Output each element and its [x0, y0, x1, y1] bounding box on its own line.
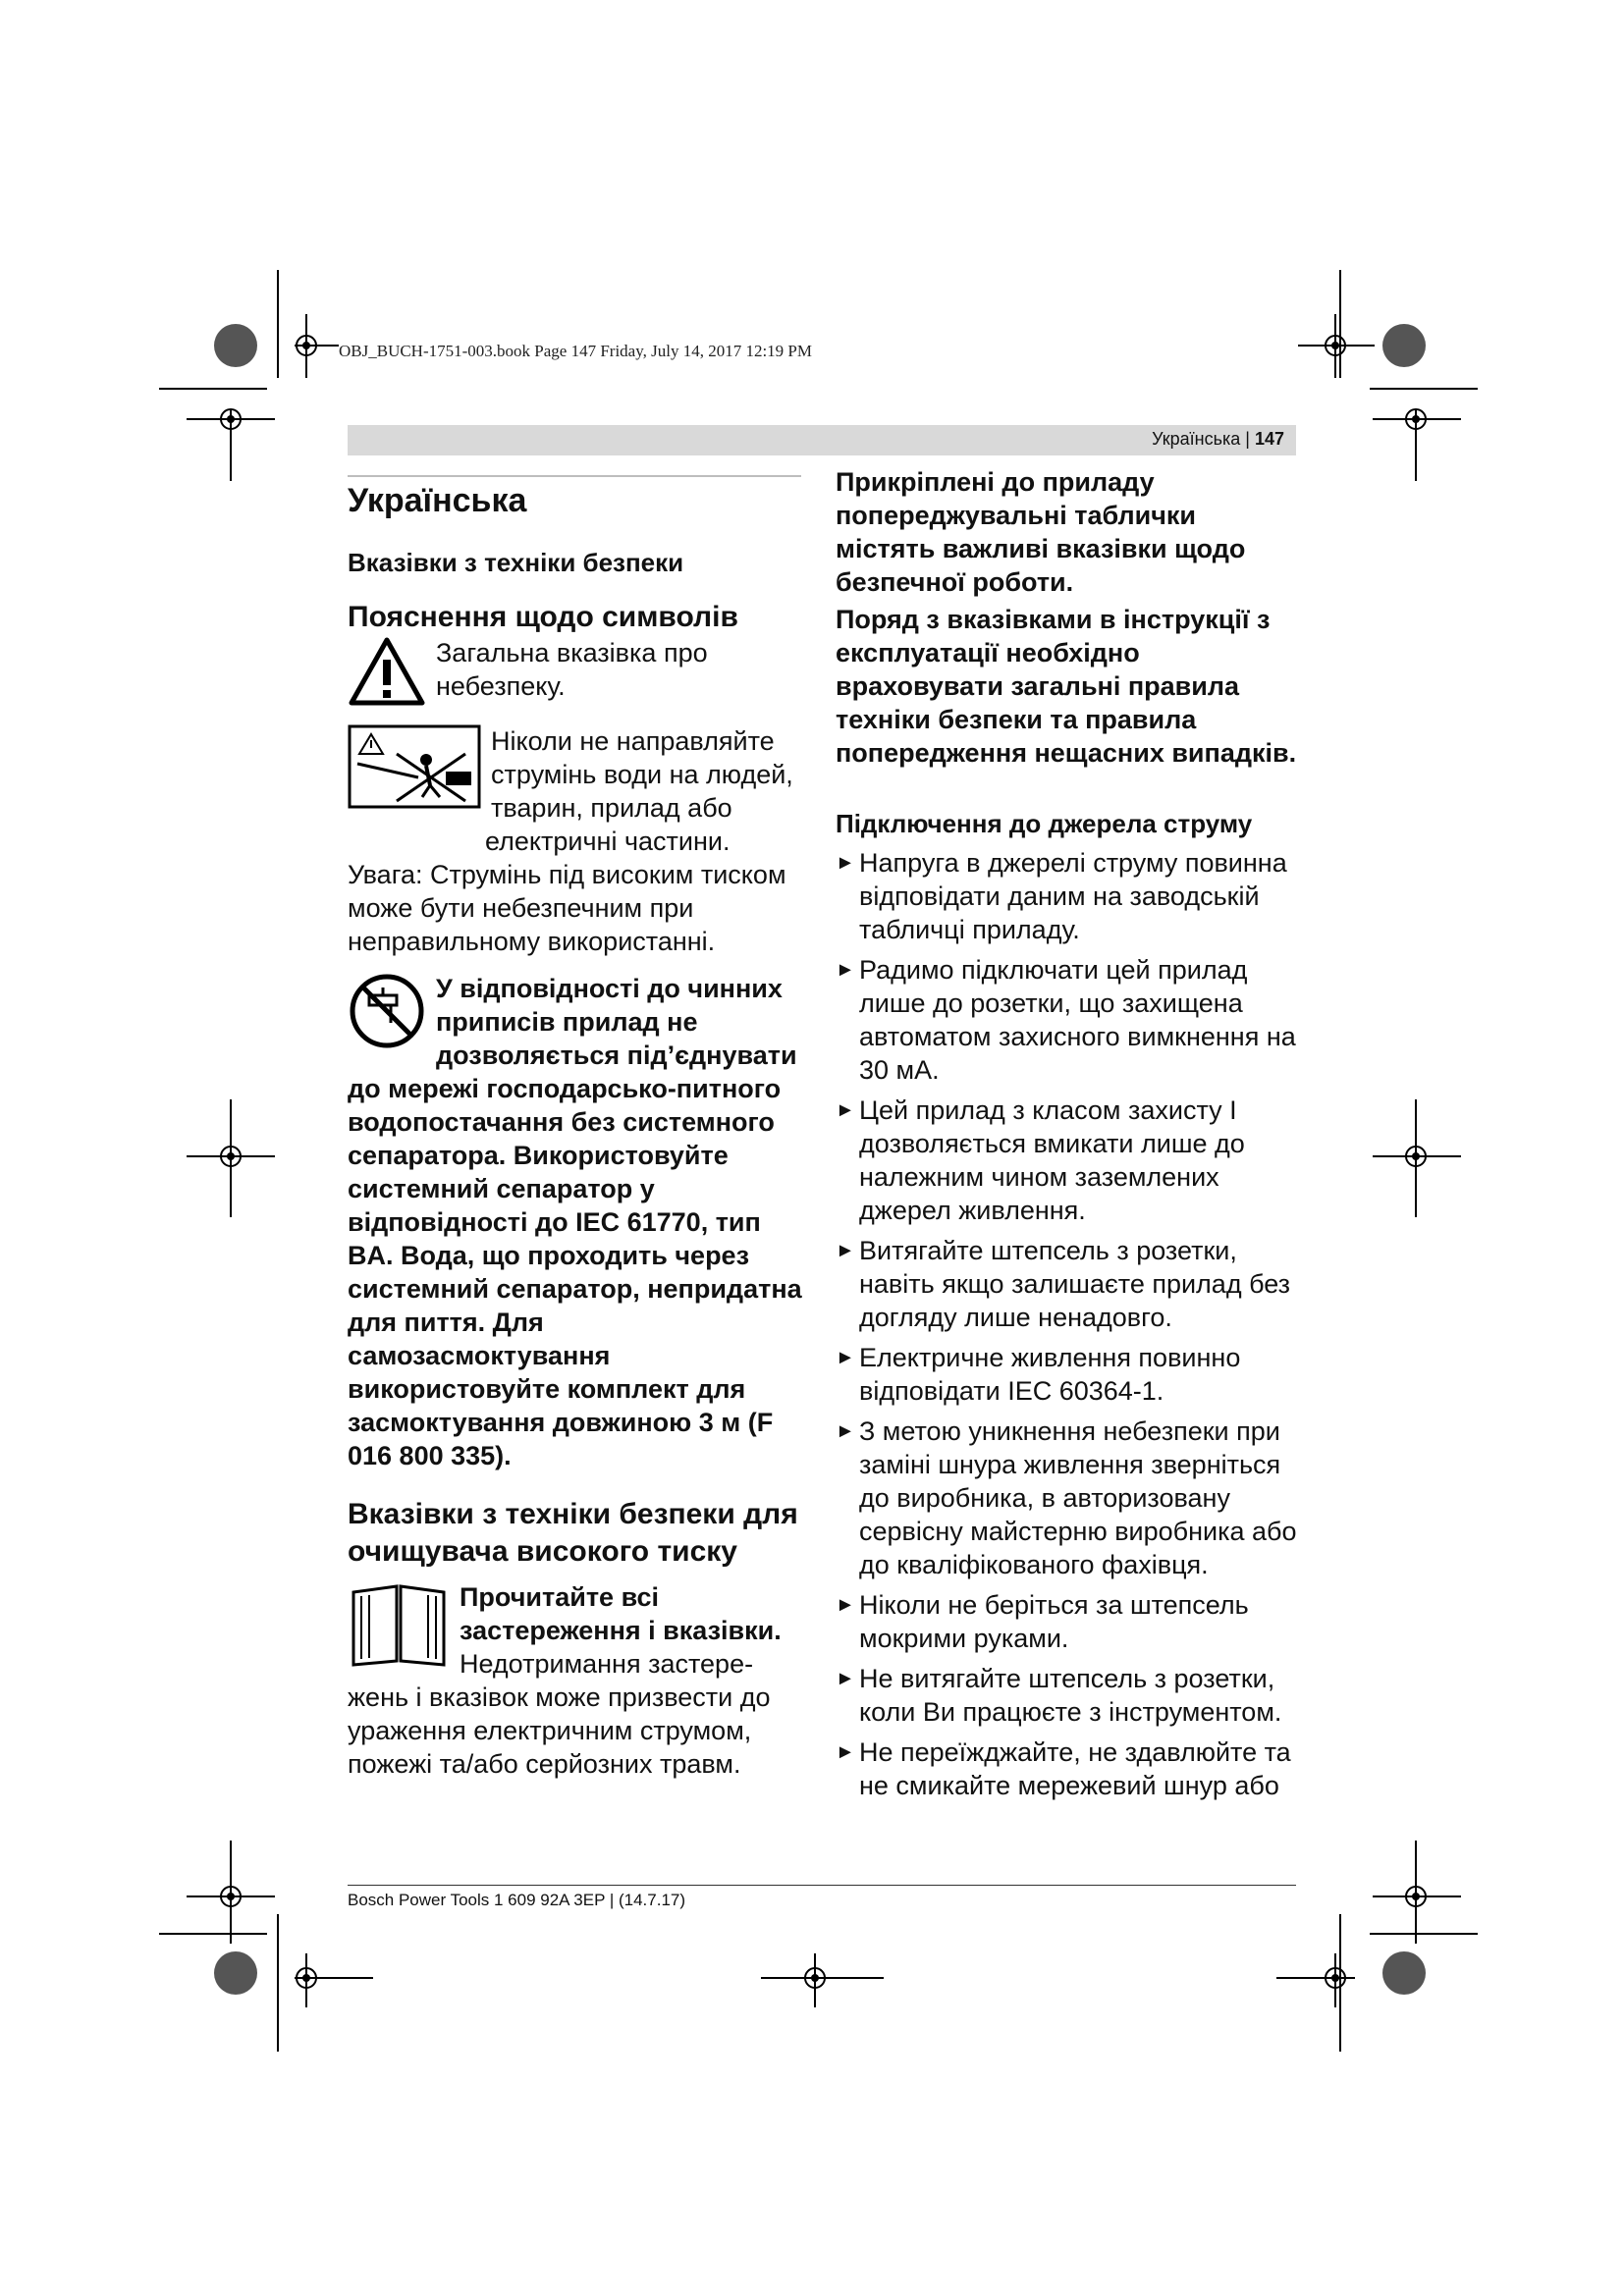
- symbol-general-text: Загальна вказівка про небезпеку.: [436, 638, 708, 701]
- slug-line: OBJ_BUCH-1751-003.book Page 147 Friday, July 14, 2017 12:19 PM: [339, 342, 812, 360]
- left-column: [348, 475, 809, 1781]
- bullet-arrow-icon: ►: [836, 852, 855, 874]
- bullet-item: [836, 1415, 1297, 1581]
- read-manual-icon: [348, 1580, 450, 1667]
- footer: Bosch Power Tools 1 609 92A 3EP | (14.7.17): [348, 1891, 686, 1909]
- bullet-text: Не переїжджайте, не здавлюйте та не смикайте мережевий шнур або: [859, 1737, 1291, 1800]
- bullet-text: Цей прилад з класом захисту I дозволяється вмикати лише до належним чином заземлених джерел живлення.: [859, 1095, 1245, 1225]
- safety-heading: Вказівки з техніки безпеки: [348, 548, 684, 577]
- power-bullet-list: [836, 846, 1297, 1802]
- bullet-item: [836, 846, 1297, 946]
- bullet-item: [836, 1341, 1297, 1408]
- page-title: Українська: [348, 482, 527, 519]
- symbol-water-text: Ніколи не направляйте струмінь води на людей, тварин, прилад або електричні частини.: [485, 726, 793, 856]
- no-water-jet-icon: [348, 724, 481, 809]
- bullet-arrow-icon: ►: [836, 1099, 855, 1121]
- bullet-arrow-icon: ►: [836, 1594, 855, 1616]
- symbols-heading: Пояснення щодо символів: [348, 601, 738, 633]
- bullet-item: [836, 953, 1297, 1087]
- bullet-text: Не витягайте штепсель з розетки, коли Ви працюєте з інструментом.: [859, 1664, 1282, 1727]
- page-number: 147: [1254, 429, 1284, 449]
- read-instructions-text: Недотримання застере-жень і вказівок може призвести до ураження електричним струмом, пожежі та/або серйозних травм.: [348, 1649, 771, 1779]
- bullet-text: З метою уникнення небезпеки при заміні шнура живлення зверніться до виробника, в авторизовану сервісну майстерню виробника або до кваліфікованого фахівця.: [859, 1416, 1297, 1579]
- bullet-item: [836, 1094, 1297, 1227]
- running-header-text: [1152, 429, 1284, 450]
- bullet-item: [836, 1588, 1297, 1655]
- bullet-text: Електричне живлення повинно відповідати IEC 60364-1.: [859, 1343, 1241, 1406]
- running-header: [348, 425, 1296, 455]
- labels-paragraph: Прикріплені до приладу попереджувальні таблички містять важливі вказівки щодо безпечної роботи.: [836, 467, 1246, 597]
- right-column: [836, 465, 1297, 1809]
- header-section: Українська: [1152, 429, 1241, 449]
- bullet-text: Радимо підключати цей прилад лише до розетки, що захищена автоматом захисного вимкнення на 30 мА.: [859, 955, 1296, 1085]
- footer-rule: [348, 1885, 1296, 1886]
- bullet-text: Напруга в джерелі струму повинна відповідати даним на заводській табличці приладу.: [859, 848, 1287, 944]
- bullet-arrow-icon: ►: [836, 959, 855, 981]
- bullet-arrow-icon: ►: [836, 1240, 855, 1261]
- bullet-arrow-icon: ►: [836, 1420, 855, 1442]
- power-heading: Підключення до джерела струму: [836, 809, 1253, 838]
- bullet-arrow-icon: ►: [836, 1347, 855, 1368]
- cleaner-heading: Вказівки з техніки безпеки для очищувача високого тиску: [348, 1498, 798, 1568]
- bullet-arrow-icon: ►: [836, 1668, 855, 1689]
- read-instructions-bold: Прочитайте всі застереження і вказівки.: [460, 1582, 782, 1645]
- bullet-item: [836, 1662, 1297, 1729]
- drinking-water-warning: У відповідності до чинних приписів прилад не дозволяється під’єднувати до мережі господарсько-питного водопостачання без системного сепаратора. Використовуйте системний сепаратор у відповідності до IEC 61770, тип BA. Вода, що проходить через системний сепаратор, непридатна для пиття. Для самозасмоктування використовуйте комплект для засмоктування довжиною 3 м (F 016 800 335).: [348, 974, 802, 1470]
- no-drinking-water-connection-icon: [348, 972, 426, 1050]
- bullet-text: Ніколи не беріться за штепсель мокрими руками.: [859, 1590, 1249, 1653]
- bullet-arrow-icon: ►: [836, 1741, 855, 1763]
- warning-text: Увага: Струмінь під високим тиском може бути небезпечним при неправильному використанні.: [348, 860, 786, 956]
- header-separator: |: [1245, 429, 1250, 449]
- bullet-text: Витягайте штепсель з розетки, навіть якщо залишаєте прилад без догляду лише ненадовго.: [859, 1236, 1291, 1332]
- warning-triangle-icon: [348, 636, 426, 707]
- general-rules-paragraph: Поряд з вказівками в інструкції з експлуатації необхідно враховувати загальні правила техніки безпеки та правила попередження нещасних випадків.: [836, 605, 1297, 768]
- bullet-item: [836, 1735, 1297, 1802]
- bullet-item: [836, 1234, 1297, 1334]
